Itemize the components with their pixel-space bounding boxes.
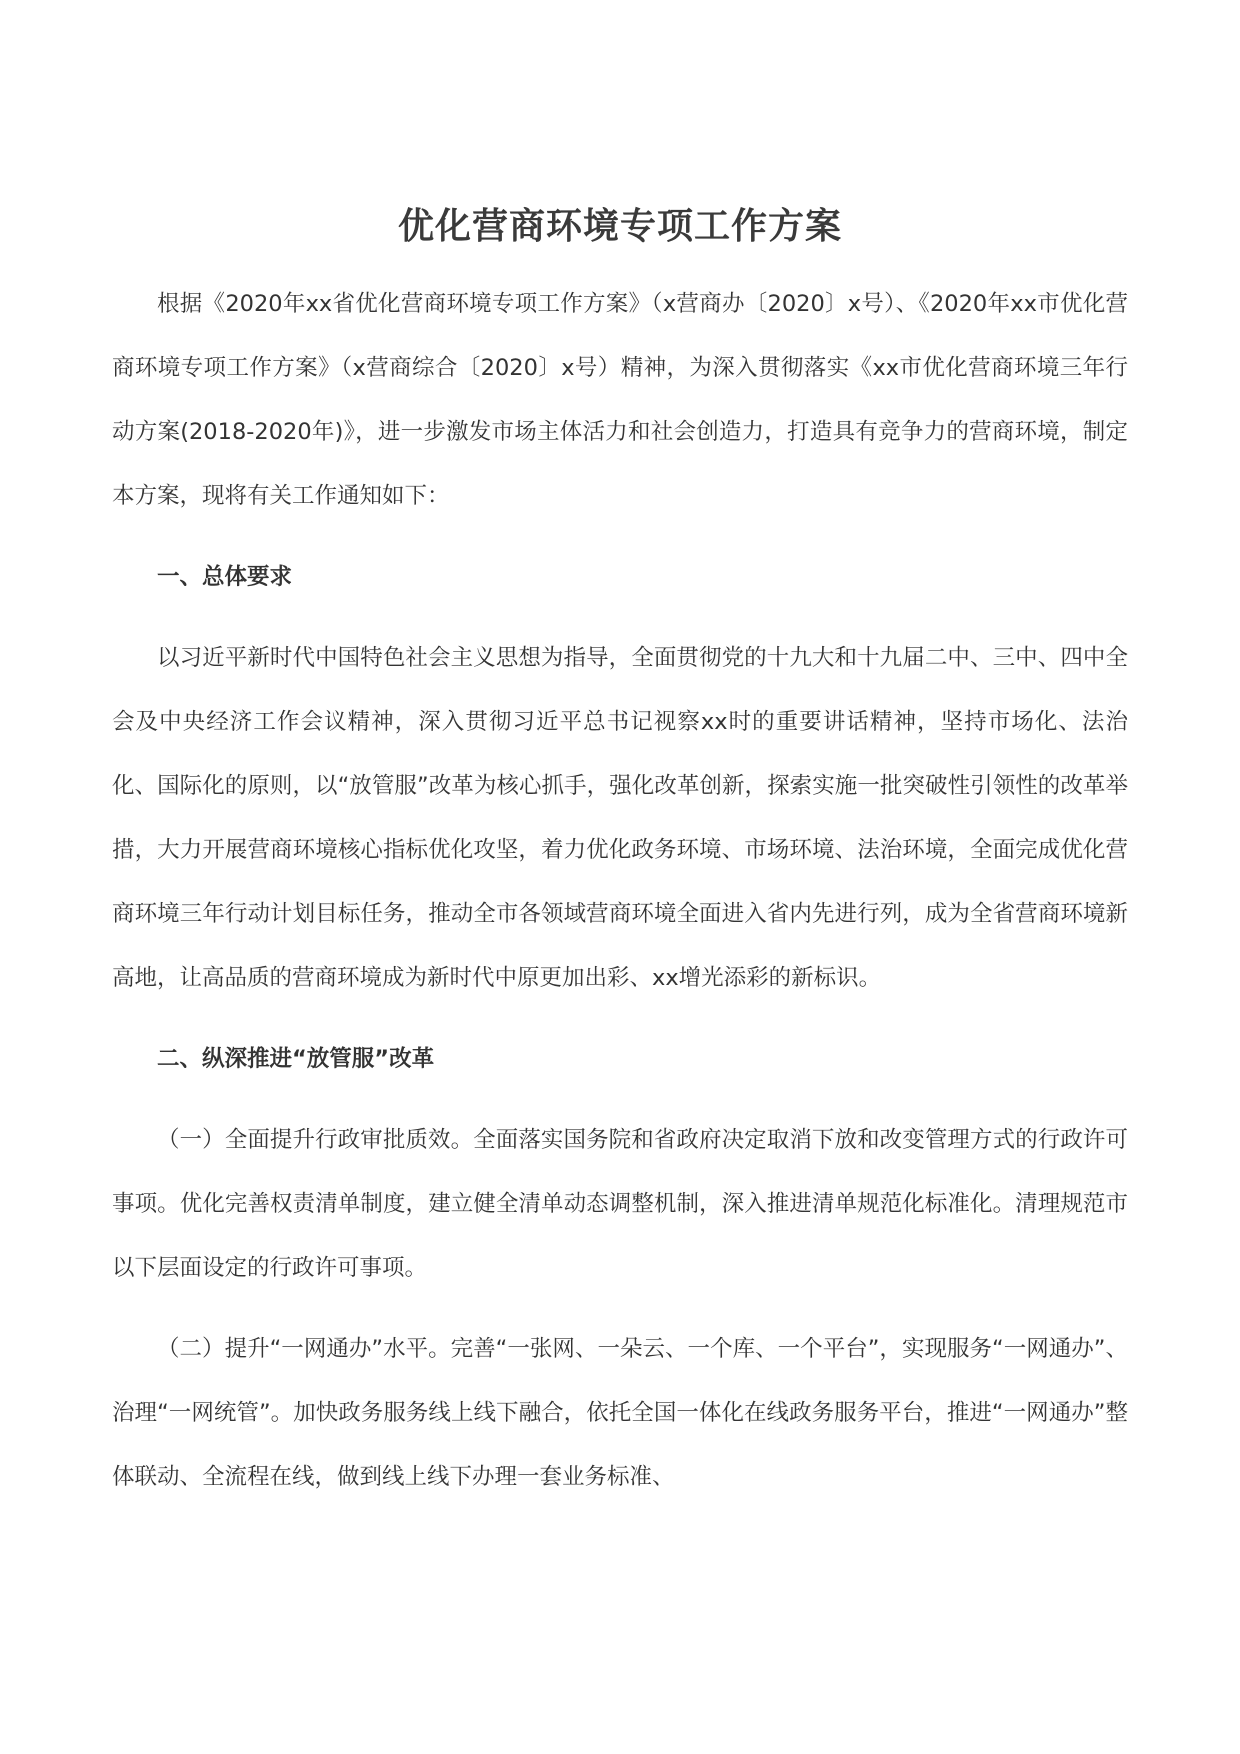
section-heading-reform: 二、纵深推进“放管服”改革 — [157, 1046, 435, 1072]
document-body — [112, 202, 1128, 1526]
intro-paragraph: 根据《2020年xx省优化营商环境专项工作方案》（x营商办〔2020〕x号）、《2020年xx市优化营商环境专项工作方案》（x营商综合〔2020〕x号）精神，为深入贯彻落实《xx市优化营商环境三年行动方案(2018-2020年)》，进一步激发市场主体活力和社会创造力，打造具有竞争力的营商环境，制定本方案，现将有关工作通知如下： — [112, 291, 1128, 509]
document-title: 优化营商环境专项工作方案 — [397, 206, 842, 247]
general-requirements-paragraph: 以习近平新时代中国特色社会主义思想为指导，全面贯彻党的十九大和十九届二中、三中、四中全会及中央经济工作会议精神，深入贯彻习近平总书记视察xx时的重要讲话精神，坚持市场化、法治化、国际化的原则，以“放管服”改革为核心抓手，强化改革创新，探索实施一批突破性引领性的改革举措，大力开展营商环境核心指标优化攻坚，着力优化政务环境、市场环境、法治环境，全面完成优化营商环境三年行动计划目标任务，推动全市各领域营商环境全面进入省内先进行列，成为全省营商环境新高地，让高品质的营商环境成为新时代中原更加出彩、xx增光添彩的新标识。 — [112, 645, 1128, 991]
reform-item-2-paragraph: （二）提升“一网通办”水平。完善“一张网、一朵云、一个库、一个平台”，实现服务“一网通办”、治理“一网统管”。加快政务服务线上线下融合，依托全国一体化在线政务服务平台，推进“一网通办”整体联动、全流程在线，做到线上线下办理一套业务标准、 — [112, 1336, 1128, 1490]
section-heading-general-requirements: 一、总体要求 — [157, 564, 293, 590]
reform-item-1-paragraph: （一）全面提升行政审批质效。全面落实国务院和省政府决定取消下放和改变管理方式的行政许可事项。优化完善权责清单制度，建立健全清单动态调整机制，深入推进清单规范化标准化。清理规范市以下层面设定的行政许可事项。 — [112, 1127, 1128, 1281]
